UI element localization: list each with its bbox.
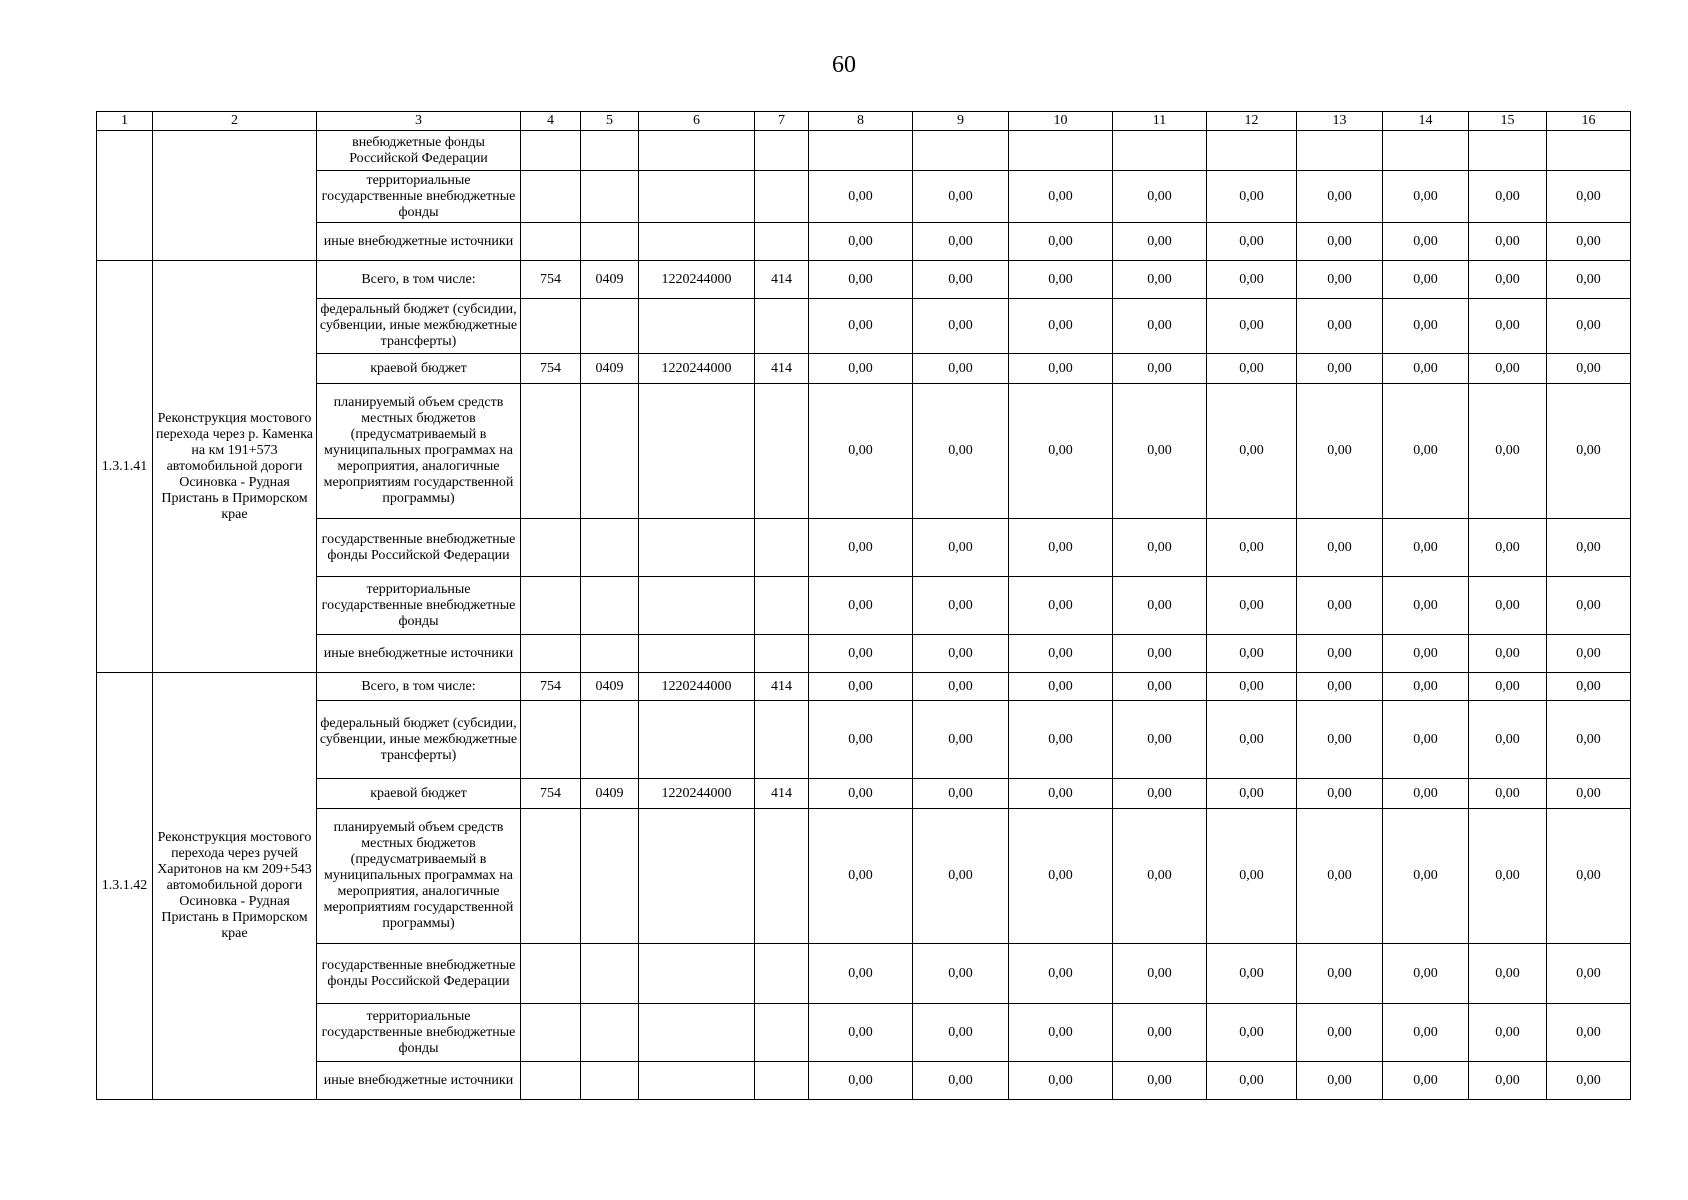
amount-cell: 0,00 [1547,944,1631,1004]
item-name: Реконструкция мостового перехода через р. Каменка на км 191+573 автомобильной дороги Осиновка - Рудная Пристань в Приморском крае [153,261,317,673]
csr-cell [639,519,755,577]
amount-cell: 0,00 [1383,944,1469,1004]
amount-cell: 0,00 [1207,1004,1297,1062]
amount-cell: 0,00 [1009,577,1113,635]
csr-cell [639,1004,755,1062]
column-header: 3 [317,112,521,131]
amount-cell: 0,00 [809,1062,913,1100]
amount-cell: 0,00 [1297,384,1383,519]
amount-cell: 0,00 [809,223,913,261]
budget-table [96,111,1631,1100]
vr-cell: 414 [755,673,809,701]
column-header: 10 [1009,112,1113,131]
funding-source: Всего, в том числе: [317,673,521,701]
table-row [97,299,1631,354]
table-row [97,809,1631,944]
amount-cell: 0,00 [1207,635,1297,673]
funding-source: федеральный бюджет (субсидии, субвенции, иные межбюджетные трансферты) [317,701,521,779]
amount-cell: 0,00 [1469,519,1547,577]
vr-cell: 414 [755,354,809,384]
amount-cell: 0,00 [1469,261,1547,299]
amount-cell: 0,00 [1207,577,1297,635]
table-row [97,261,1631,299]
rzpr-cell [581,384,639,519]
amount-cell: 0,00 [1207,809,1297,944]
amount-cell: 0,00 [1113,635,1207,673]
funding-source: территориальные государственные внебюджетные фонды [317,171,521,223]
grbs-cell: 754 [521,261,581,299]
amount-cell: 0,00 [1009,299,1113,354]
amount-cell: 0,00 [913,779,1009,809]
table-row [97,701,1631,779]
amount-cell: 0,00 [1113,1062,1207,1100]
amount-cell: 0,00 [1547,577,1631,635]
amount-cell: 0,00 [1113,1004,1207,1062]
amount-cell: 0,00 [1383,384,1469,519]
rzpr-cell [581,944,639,1004]
amount-cell: 0,00 [1383,1004,1469,1062]
amount-cell: 0,00 [1547,779,1631,809]
amount-cell: 0,00 [1009,223,1113,261]
amount-cell: 0,00 [1009,519,1113,577]
amount-cell: 0,00 [1113,577,1207,635]
table-row [97,131,1631,171]
amount-cell: 0,00 [1009,384,1113,519]
amount-cell: 0,00 [1113,673,1207,701]
grbs-cell: 754 [521,779,581,809]
amount-cell: 0,00 [1383,299,1469,354]
csr-cell [639,809,755,944]
amount-cell: 0,00 [1113,299,1207,354]
amount-cell: 0,00 [1383,354,1469,384]
amount-cell: 0,00 [1469,577,1547,635]
classification-cell [581,131,639,171]
amount-cell: 0,00 [913,701,1009,779]
amount-cell: 0,00 [1113,223,1207,261]
amount-cell: 0,00 [1207,519,1297,577]
column-header: 15 [1469,112,1547,131]
column-header: 4 [521,112,581,131]
rzpr-cell: 0409 [581,261,639,299]
amount-cell: 0,00 [913,673,1009,701]
rzpr-cell [581,577,639,635]
rzpr-cell [581,299,639,354]
amount-cell: 0,00 [1297,577,1383,635]
amount-cell: 0,00 [913,519,1009,577]
vr-cell [755,635,809,673]
amount-cell: 0,00 [1113,779,1207,809]
amount-cell: 0,00 [1547,673,1631,701]
amount-cell [809,131,913,171]
rzpr-cell [581,1062,639,1100]
amount-cell: 0,00 [1547,519,1631,577]
rzpr-cell: 0409 [581,673,639,701]
classification-cell [581,223,639,261]
column-header: 2 [153,112,317,131]
funding-source: территориальные государственные внебюджетные фонды [317,1004,521,1062]
amount-cell: 0,00 [1009,673,1113,701]
rzpr-cell: 0409 [581,779,639,809]
amount-cell: 0,00 [1297,809,1383,944]
amount-cell: 0,00 [1469,635,1547,673]
item-code: 1.3.1.42 [97,673,153,1100]
amount-cell: 0,00 [809,577,913,635]
column-header: 1 [97,112,153,131]
funding-source: краевой бюджет [317,779,521,809]
amount-cell: 0,00 [1547,261,1631,299]
amount-cell: 0,00 [1009,171,1113,223]
vr-cell [755,701,809,779]
funding-source: краевой бюджет [317,354,521,384]
column-header: 5 [581,112,639,131]
amount-cell: 0,00 [913,809,1009,944]
amount-cell: 0,00 [1469,701,1547,779]
table-row [97,1062,1631,1100]
amount-cell: 0,00 [1547,384,1631,519]
table-row [97,354,1631,384]
amount-cell: 0,00 [1383,673,1469,701]
rzpr-cell [581,701,639,779]
amount-cell: 0,00 [1383,701,1469,779]
amount-cell: 0,00 [1207,779,1297,809]
column-header: 7 [755,112,809,131]
grbs-cell [521,577,581,635]
amount-cell: 0,00 [1297,354,1383,384]
funding-source: иные внебюджетные источники [317,635,521,673]
amount-cell [1207,131,1297,171]
grbs-cell [521,1004,581,1062]
csr-cell [639,577,755,635]
amount-cell: 0,00 [1469,809,1547,944]
grbs-cell [521,944,581,1004]
vr-cell: 414 [755,779,809,809]
amount-cell: 0,00 [1207,171,1297,223]
amount-cell: 0,00 [1009,1062,1113,1100]
amount-cell: 0,00 [1207,944,1297,1004]
amount-cell [913,131,1009,171]
item-name-cell [153,131,317,261]
column-header: 16 [1547,112,1631,131]
amount-cell: 0,00 [1207,261,1297,299]
amount-cell: 0,00 [1009,779,1113,809]
column-header: 12 [1207,112,1297,131]
amount-cell [1113,131,1207,171]
amount-cell: 0,00 [1297,673,1383,701]
csr-cell [639,384,755,519]
amount-cell: 0,00 [1113,261,1207,299]
amount-cell: 0,00 [1113,384,1207,519]
amount-cell: 0,00 [809,944,913,1004]
amount-cell: 0,00 [1547,809,1631,944]
item-code-cell [97,131,153,261]
amount-cell: 0,00 [1469,1062,1547,1100]
amount-cell: 0,00 [1113,809,1207,944]
amount-cell [1469,131,1547,171]
column-header: 6 [639,112,755,131]
item-code: 1.3.1.41 [97,261,153,673]
csr-cell: 1220244000 [639,354,755,384]
csr-cell [639,299,755,354]
column-header: 14 [1383,112,1469,131]
amount-cell: 0,00 [1207,354,1297,384]
funding-source: внебюджетные фонды Российской Федерации [317,131,521,171]
amount-cell: 0,00 [1547,701,1631,779]
amount-cell: 0,00 [809,384,913,519]
grbs-cell: 754 [521,673,581,701]
classification-cell [521,131,581,171]
rzpr-cell [581,809,639,944]
grbs-cell [521,1062,581,1100]
amount-cell [1009,131,1113,171]
amount-cell: 0,00 [1547,223,1631,261]
column-header: 13 [1297,112,1383,131]
amount-cell: 0,00 [913,1004,1009,1062]
grbs-cell [521,701,581,779]
page-number: 60 [832,52,856,78]
amount-cell: 0,00 [1469,1004,1547,1062]
amount-cell: 0,00 [1383,261,1469,299]
amount-cell: 0,00 [1113,944,1207,1004]
amount-cell: 0,00 [1297,779,1383,809]
header-row [97,112,1631,131]
column-header: 9 [913,112,1009,131]
table-row [97,577,1631,635]
amount-cell: 0,00 [1383,635,1469,673]
amount-cell: 0,00 [1547,635,1631,673]
table-row [97,223,1631,261]
amount-cell: 0,00 [1297,299,1383,354]
amount-cell: 0,00 [1009,1004,1113,1062]
amount-cell: 0,00 [809,809,913,944]
amount-cell: 0,00 [1207,299,1297,354]
amount-cell: 0,00 [1469,384,1547,519]
classification-cell [639,171,755,223]
grbs-cell: 754 [521,354,581,384]
amount-cell: 0,00 [1297,1004,1383,1062]
funding-source: иные внебюджетные источники [317,1062,521,1100]
rzpr-cell [581,635,639,673]
table-row [97,171,1631,223]
table-row [97,944,1631,1004]
amount-cell: 0,00 [913,171,1009,223]
amount-cell: 0,00 [809,779,913,809]
vr-cell [755,384,809,519]
amount-cell: 0,00 [1383,809,1469,944]
funding-source: государственные внебюджетные фонды Российской Федерации [317,944,521,1004]
table-row [97,1004,1631,1062]
amount-cell: 0,00 [1297,171,1383,223]
grbs-cell [521,519,581,577]
funding-source: федеральный бюджет (субсидии, субвенции, иные межбюджетные трансферты) [317,299,521,354]
vr-cell [755,809,809,944]
grbs-cell [521,809,581,944]
amount-cell: 0,00 [1469,354,1547,384]
classification-cell [755,223,809,261]
amount-cell: 0,00 [809,261,913,299]
rzpr-cell [581,1004,639,1062]
amount-cell: 0,00 [1547,299,1631,354]
funding-source: планируемый объем средств местных бюджетов (предусматриваемый в муниципальных программах на мероприятия, аналогичные мероприятиям государственной программы) [317,809,521,944]
column-header: 11 [1113,112,1207,131]
classification-cell [755,171,809,223]
funding-source: иные внебюджетные источники [317,223,521,261]
amount-cell: 0,00 [809,171,913,223]
table-row [97,673,1631,701]
funding-source: Всего, в том числе: [317,261,521,299]
amount-cell [1297,131,1383,171]
amount-cell: 0,00 [1113,171,1207,223]
classification-cell [755,131,809,171]
amount-cell: 0,00 [1383,577,1469,635]
amount-cell: 0,00 [1297,519,1383,577]
amount-cell: 0,00 [1469,779,1547,809]
amount-cell: 0,00 [1113,701,1207,779]
csr-cell: 1220244000 [639,673,755,701]
vr-cell [755,577,809,635]
csr-cell: 1220244000 [639,261,755,299]
csr-cell: 1220244000 [639,779,755,809]
table-row [97,519,1631,577]
amount-cell: 0,00 [1547,171,1631,223]
amount-cell: 0,00 [1383,519,1469,577]
table-row [97,384,1631,519]
grbs-cell [521,635,581,673]
amount-cell: 0,00 [1207,673,1297,701]
rzpr-cell: 0409 [581,354,639,384]
amount-cell: 0,00 [1113,354,1207,384]
classification-cell [639,223,755,261]
amount-cell: 0,00 [1469,171,1547,223]
amount-cell: 0,00 [1207,1062,1297,1100]
amount-cell [1383,131,1469,171]
amount-cell: 0,00 [1009,809,1113,944]
amount-cell: 0,00 [1383,1062,1469,1100]
amount-cell: 0,00 [809,701,913,779]
csr-cell [639,1062,755,1100]
amount-cell: 0,00 [913,944,1009,1004]
amount-cell: 0,00 [1009,701,1113,779]
amount-cell: 0,00 [1383,171,1469,223]
amount-cell: 0,00 [1547,1062,1631,1100]
amount-cell: 0,00 [1469,673,1547,701]
csr-cell [639,701,755,779]
amount-cell: 0,00 [1469,944,1547,1004]
amount-cell: 0,00 [809,299,913,354]
grbs-cell [521,384,581,519]
table-body [97,131,1631,1100]
amount-cell: 0,00 [809,519,913,577]
vr-cell [755,299,809,354]
rzpr-cell [581,519,639,577]
classification-cell [521,171,581,223]
funding-source: территориальные государственные внебюджетные фонды [317,577,521,635]
vr-cell: 414 [755,261,809,299]
amount-cell: 0,00 [1207,384,1297,519]
amount-cell: 0,00 [1383,223,1469,261]
amount-cell: 0,00 [1009,261,1113,299]
amount-cell: 0,00 [1469,223,1547,261]
vr-cell [755,519,809,577]
amount-cell: 0,00 [1297,635,1383,673]
amount-cell [1547,131,1631,171]
funding-source: государственные внебюджетные фонды Российской Федерации [317,519,521,577]
vr-cell [755,1004,809,1062]
amount-cell: 0,00 [809,673,913,701]
table-row [97,635,1631,673]
amount-cell: 0,00 [809,635,913,673]
amount-cell: 0,00 [913,577,1009,635]
amount-cell: 0,00 [1009,635,1113,673]
amount-cell: 0,00 [1547,1004,1631,1062]
csr-cell [639,635,755,673]
amount-cell: 0,00 [913,261,1009,299]
amount-cell: 0,00 [1113,519,1207,577]
amount-cell: 0,00 [1297,701,1383,779]
amount-cell: 0,00 [1207,701,1297,779]
vr-cell [755,944,809,1004]
amount-cell: 0,00 [1383,779,1469,809]
classification-cell [581,171,639,223]
amount-cell: 0,00 [913,1062,1009,1100]
classification-cell [521,223,581,261]
amount-cell: 0,00 [1547,354,1631,384]
amount-cell: 0,00 [913,384,1009,519]
amount-cell: 0,00 [913,223,1009,261]
csr-cell [639,944,755,1004]
amount-cell: 0,00 [913,635,1009,673]
column-header: 8 [809,112,913,131]
amount-cell: 0,00 [1469,299,1547,354]
amount-cell: 0,00 [1297,944,1383,1004]
amount-cell: 0,00 [913,299,1009,354]
amount-cell: 0,00 [913,354,1009,384]
amount-cell: 0,00 [1009,354,1113,384]
classification-cell [639,131,755,171]
amount-cell: 0,00 [1297,223,1383,261]
table-row [97,779,1631,809]
grbs-cell [521,299,581,354]
amount-cell: 0,00 [1009,944,1113,1004]
amount-cell: 0,00 [809,354,913,384]
amount-cell: 0,00 [809,1004,913,1062]
amount-cell: 0,00 [1297,1062,1383,1100]
funding-source: планируемый объем средств местных бюджетов (предусматриваемый в муниципальных программах на мероприятия, аналогичные мероприятиям государственной программы) [317,384,521,519]
amount-cell: 0,00 [1297,261,1383,299]
vr-cell [755,1062,809,1100]
amount-cell: 0,00 [1207,223,1297,261]
item-name: Реконструкция мостового перехода через ручей Харитонов на км 209+543 автомобильной дороги Осиновка - Рудная Пристань в Приморском крае [153,673,317,1100]
